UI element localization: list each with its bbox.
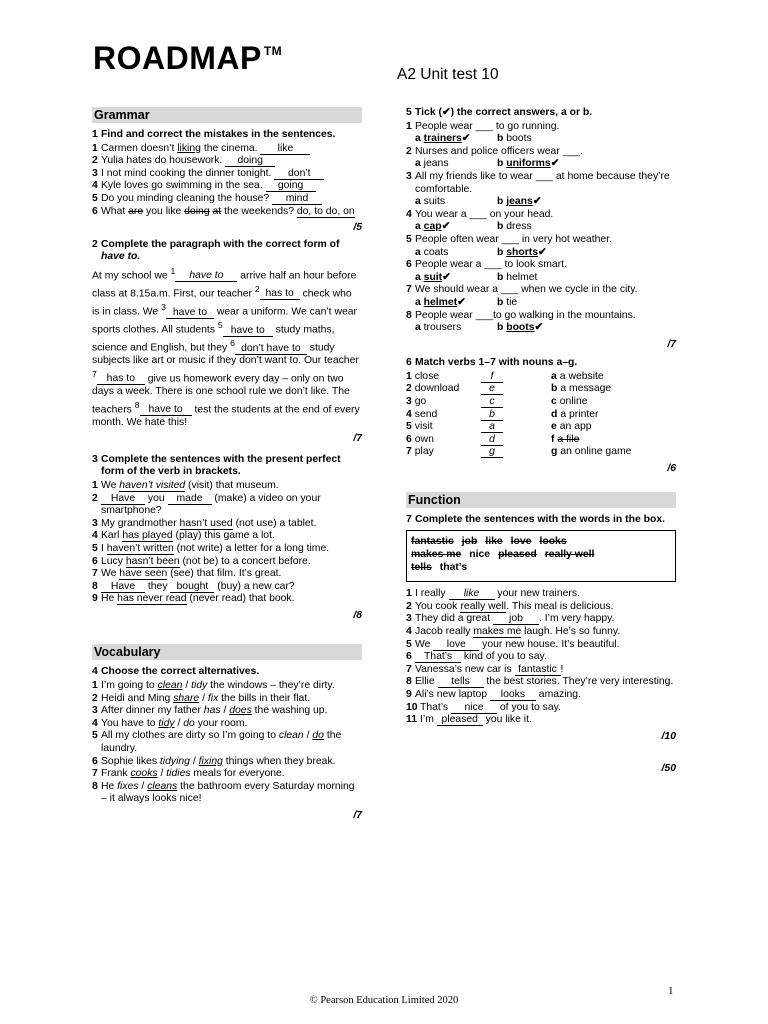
- alternative: has: [203, 705, 221, 717]
- item-number: 3: [92, 705, 98, 717]
- tick-icon: ✔: [532, 196, 542, 208]
- verb: 6 own: [406, 433, 434, 445]
- item-number: 2: [406, 383, 412, 395]
- noun: [551, 434, 579, 447]
- option-a: [415, 322, 497, 335]
- item-number: 1: [92, 479, 98, 491]
- answer-blank: e: [481, 383, 503, 395]
- word-option: tells: [411, 562, 432, 574]
- option-text: suit: [423, 271, 443, 283]
- item-number: 9: [92, 593, 98, 605]
- q5-score: /7: [667, 338, 676, 350]
- item-number: 7: [406, 663, 412, 675]
- unit-title: A2 Unit test 10: [397, 66, 499, 83]
- noun-text: a message: [560, 383, 612, 395]
- verb: 7 play: [406, 446, 434, 458]
- option-letter: g: [551, 446, 558, 458]
- answer-blank: haven’t visited: [119, 479, 186, 491]
- match-row: [406, 396, 676, 409]
- struck-word: are: [128, 205, 144, 217]
- word-option: fantastic: [411, 536, 454, 548]
- word-box-line: [411, 561, 671, 574]
- item-number: 3: [92, 167, 98, 179]
- option-letter: d: [551, 408, 558, 420]
- option-letter: b: [497, 322, 507, 334]
- option-letter: b: [497, 221, 507, 233]
- word-option: looks: [539, 536, 567, 548]
- option-b: [497, 196, 542, 209]
- question-item: 9 Ali’s new laptop looks amazing.: [406, 688, 581, 700]
- word-option: really well: [544, 549, 595, 561]
- struck-word: doing: [184, 205, 210, 217]
- item-number: 4: [406, 208, 412, 220]
- correct-alternative: cleans: [147, 780, 178, 792]
- question-item: 2 Heidi and Ming share / fix the bills in their flat.: [92, 692, 311, 704]
- word-option: love: [510, 536, 532, 548]
- question-item: 9 He has never read (never read) that book.: [92, 593, 295, 605]
- item-number: 2: [92, 155, 98, 167]
- option-letter: a: [415, 133, 424, 145]
- option-letter: a: [551, 370, 557, 382]
- match-answer: [481, 383, 551, 396]
- answer-blank: pleased: [437, 714, 483, 726]
- question-item: 1 People wear ___ to go running.: [406, 120, 560, 132]
- tick-icon: ✔: [457, 296, 466, 308]
- question-item: 5 I haven’t written (not write) a letter for a long time.: [92, 542, 330, 554]
- noun: [551, 371, 604, 384]
- total-score: /50: [661, 763, 676, 775]
- answer-blank: job: [493, 613, 539, 625]
- option-text: jeans: [423, 158, 449, 170]
- tick-icon: ✔: [534, 322, 544, 334]
- item-number: 6: [92, 755, 98, 767]
- word-option: nice: [469, 549, 491, 561]
- question-item: 4 Karl has played (play) this game a lot.: [92, 530, 275, 542]
- item-number: 5: [406, 638, 412, 650]
- answer-blank: have seen: [119, 568, 168, 580]
- item-number: 10: [406, 701, 418, 713]
- answer-options: [406, 272, 676, 285]
- question-item: 6 Lucy hasn’t been (not be) to a concert before.: [92, 555, 311, 567]
- option-b: [497, 322, 543, 335]
- copyright: © Pearson Education Limited 2020: [309, 995, 459, 1006]
- option-text: tie: [506, 296, 518, 308]
- answer-blank: haven’t written: [106, 542, 174, 554]
- q5-instruction: 5 Tick (✔) the correct answers, a or b.: [406, 107, 593, 118]
- answer-blank: tells: [438, 676, 484, 688]
- option-letter: b: [497, 133, 507, 145]
- q6-items: [406, 371, 676, 459]
- question-item: 3 They did a great job . I’m very happy.: [406, 613, 615, 625]
- answer-blank: going: [266, 180, 316, 192]
- q1-instruction: 1 Find and correct the mistakes in the sentences.: [92, 129, 336, 140]
- option-letter: b: [497, 158, 507, 170]
- question-item: 4 Jacob really makes me laugh. He’s so funny.: [406, 626, 621, 637]
- function-section-header: Function: [406, 492, 676, 508]
- answer-options: [406, 221, 676, 234]
- option-a: [415, 158, 497, 171]
- answer-blank: doing: [225, 155, 275, 167]
- noun: [551, 396, 588, 409]
- match-answer: [481, 421, 551, 434]
- q7-score: /10: [661, 730, 676, 742]
- question-item: 3 I not mind cooking the dinner tonight. don’t: [92, 168, 362, 181]
- option-b: [497, 272, 537, 285]
- option-text: uniforms: [506, 158, 551, 170]
- item-number: 1: [406, 588, 412, 600]
- option-a: [415, 221, 497, 234]
- answer-blank: nice: [451, 702, 497, 714]
- answer-options: [406, 297, 676, 310]
- correct-alternative: do: [312, 730, 324, 742]
- answer-blank: do, to do, on: [296, 205, 355, 217]
- question-item: 2 Have you made (make) a video on your smartphone?: [92, 492, 321, 517]
- correct-alternative: cooks: [130, 768, 158, 780]
- match-row: [406, 383, 676, 396]
- verb: 3 go: [406, 396, 427, 408]
- question-item: 8 People wear ___to go walking in the mountains.: [406, 309, 636, 321]
- question-item: 2 Nurses and police officers wear ___.: [406, 145, 583, 157]
- tick-icon: ✔: [538, 246, 547, 258]
- item-number: 4: [92, 530, 98, 542]
- tick-icon: ✔: [441, 221, 451, 233]
- option-text: boots: [506, 133, 532, 145]
- item-number: 1: [92, 142, 98, 154]
- answer-blank: don’t: [274, 168, 324, 180]
- option-letter: c: [551, 396, 557, 408]
- option-b: [497, 297, 517, 310]
- item-number: 2: [92, 492, 98, 504]
- option-a: [415, 133, 497, 146]
- match-row: [406, 421, 676, 434]
- answer-blank: Have: [101, 493, 145, 505]
- question-item: 6 That’s kind of you to say.: [406, 651, 547, 663]
- option-a: [415, 297, 497, 310]
- struck-word: at: [212, 205, 222, 217]
- item-number: 7: [406, 446, 412, 458]
- word-option: makes me: [411, 549, 462, 561]
- item-number: 5: [92, 542, 98, 554]
- item-number: 6: [92, 205, 98, 217]
- option-letter: a: [415, 246, 424, 258]
- option-letter: b: [497, 196, 507, 208]
- option-letter: a: [415, 221, 424, 233]
- match-answer: [481, 396, 551, 409]
- item-number: 7: [406, 284, 412, 296]
- option-text: boots: [506, 322, 535, 334]
- option-text: trousers: [423, 322, 462, 334]
- match-row: [406, 409, 676, 422]
- answer-blank: has never read: [117, 593, 187, 605]
- question-item: 2 You cook really well. This meal is delicious.: [406, 600, 614, 612]
- question-item: 7 We should wear a ___ when we cycle in the city.: [406, 284, 638, 296]
- correct-alternative: tidy: [158, 717, 175, 729]
- question-item: 7 Vanessa’s new car is fantastic !: [406, 663, 564, 675]
- item-number: 8: [92, 580, 98, 592]
- alternative: fixes: [117, 780, 139, 792]
- option-letter: a: [415, 196, 424, 208]
- roadmap-logo: ROADMAP ™: [93, 40, 283, 76]
- answer-blank: like: [260, 143, 310, 155]
- question-item: 2 Yulia hates do housework. doing: [92, 155, 362, 168]
- option-b: [497, 133, 532, 146]
- item-number: 2: [406, 600, 412, 612]
- verb: 5 visit: [406, 421, 433, 433]
- answer-blank: like: [449, 588, 495, 600]
- option-text: jeans: [506, 196, 533, 208]
- match-row: [406, 371, 676, 384]
- question-item: 3 After dinner my father has / does the washing up.: [92, 705, 328, 717]
- option-text: cap: [423, 221, 442, 233]
- match-answer: [481, 446, 551, 459]
- answer-blank: hasn’t been: [125, 555, 180, 567]
- option-b: [497, 221, 532, 234]
- answer-blank: fantastic: [515, 664, 561, 676]
- answer-blank: That’s: [415, 651, 461, 663]
- right-column: [406, 107, 676, 776]
- answer-blank: mind: [272, 193, 322, 205]
- question-item: 4 You wear a ___ on your head.: [406, 208, 554, 220]
- answer-blank: love: [433, 639, 479, 651]
- q3-items: [92, 480, 362, 606]
- item-number: 3: [406, 396, 412, 408]
- answer-options: [406, 158, 676, 171]
- question-item: 8 Ellie tells the best stories. They’re very interesting.: [406, 676, 674, 688]
- option-text: suits: [423, 196, 446, 208]
- option-text: coats: [423, 246, 449, 258]
- question-item: 11 I’m pleased you like it.: [406, 714, 532, 726]
- option-a: [415, 196, 497, 209]
- word-option: that’s: [439, 562, 468, 574]
- noun-text: online: [559, 396, 588, 408]
- option-a: [415, 247, 497, 260]
- option-letter: a: [415, 271, 424, 283]
- word-option: pleased: [498, 549, 537, 561]
- item-number: 7: [92, 568, 98, 580]
- answer-options: [406, 322, 676, 335]
- question-item: 6 Sophie likes tidying / fixing things when they break.: [92, 755, 336, 767]
- marked-word: liking: [177, 142, 201, 154]
- question-item: 7 Frank cooks / tidies meals for everyone.: [92, 768, 285, 780]
- answer-blank: g: [481, 446, 503, 458]
- item-number: 6: [406, 433, 412, 445]
- option-b: [497, 158, 559, 171]
- word-box-line: [411, 548, 671, 561]
- item-number: 5: [92, 192, 98, 204]
- correct-alternative: fixing: [198, 755, 223, 767]
- item-number: 8: [406, 309, 412, 321]
- noun-text: a file: [557, 433, 580, 445]
- noun-text: an online game: [560, 446, 632, 458]
- alternative: fix: [207, 692, 219, 704]
- option-text: dress: [506, 221, 532, 233]
- noun-text: a printer: [560, 408, 599, 420]
- option-b: [497, 247, 547, 260]
- word-option: like: [485, 536, 503, 548]
- noun: [551, 409, 598, 422]
- answer-blank: bought: [170, 581, 214, 593]
- question-item: 5 Do you minding cleaning the house? mind: [92, 193, 362, 206]
- item-number: 8: [406, 676, 412, 688]
- item-number: 3: [92, 517, 98, 529]
- item-number: 4: [406, 408, 412, 420]
- tick-icon: ✔: [442, 271, 451, 283]
- option-letter: a: [415, 296, 424, 308]
- q3-instruction: 3 Complete the sentences with the present perfect form of the verb in brackets.: [92, 453, 341, 478]
- q6-score: /6: [667, 463, 676, 475]
- word-box: [406, 530, 676, 582]
- answer-blank: d: [481, 434, 503, 446]
- q1-items: [92, 143, 362, 219]
- correct-alternative: does: [229, 705, 252, 717]
- question-item: 8 He fixes / cleans the bathroom every Saturday morning – it always looks nice!: [92, 780, 355, 805]
- q6-instruction: 6 Match verbs 1–7 with nouns a–g.: [406, 357, 578, 369]
- item-number: 1: [406, 370, 412, 382]
- option-letter: f: [551, 433, 555, 445]
- q2-score: /7: [353, 433, 362, 445]
- alternative: do: [183, 717, 195, 729]
- option-a: [415, 272, 497, 285]
- answer-options: [406, 133, 676, 146]
- answer-blank: c: [481, 396, 503, 408]
- noun-text: a website: [559, 370, 604, 382]
- q2-instruction: 2 Complete the paragraph with the correct form of have to.: [92, 238, 340, 263]
- answer-blank: makes me: [473, 626, 522, 637]
- item-number: 4: [406, 626, 412, 637]
- answer-blank: looks: [490, 689, 536, 701]
- q2-paragraph: At my school we $^1$ have to arrive half an hour before class at 8.15a.m. First, our teacher $^2$ has to check who is in class. We $^3$ have to wear a uniform. We can’t wear sports clothes. All students $^5$ have to study maths, science and English, but they $^6$ don’t have to study subjects like art or music if they don’t want to. Our teacher $^7$ has to give us homework every day – only on two days a week. There is one school rule we don’t like. The teachers $^8$ have to test the students at the end of every month. We hate this!: [92, 265, 360, 428]
- answer-blank: Have: [101, 581, 145, 593]
- match-row: [406, 446, 676, 459]
- left-column: [92, 107, 362, 823]
- option-text: helmet: [423, 296, 458, 308]
- option-letter: a: [415, 158, 424, 170]
- item-number: 3: [406, 170, 412, 182]
- verb: 4 send: [406, 408, 438, 420]
- option-letter: a: [415, 322, 424, 334]
- alternative: clean: [278, 730, 304, 742]
- vocabulary-section-header: Vocabulary: [92, 644, 362, 660]
- item-number: 5: [406, 421, 412, 433]
- option-letter: b: [551, 383, 558, 395]
- answer-blank: has played: [122, 530, 173, 542]
- item-number: 2: [406, 145, 412, 157]
- word-option: job: [461, 536, 478, 548]
- question-item: 6 What are you like doing at the weekends? do, to do, on: [92, 205, 355, 217]
- verb: 2 download: [406, 383, 460, 395]
- answer-blank: a: [481, 421, 503, 433]
- option-letter: e: [551, 421, 557, 433]
- item-number: 6: [92, 555, 98, 567]
- verb: 1 close: [406, 370, 440, 382]
- match-answer: [481, 371, 551, 384]
- question-item: 10 That’s nice of you to say.: [406, 701, 561, 713]
- noun: [551, 421, 592, 434]
- question-item: 1 I’m going to clean / tidy the windows – they’re dirty.: [92, 680, 335, 692]
- answer-blank: really well: [460, 600, 507, 612]
- tick-icon: ✔: [550, 158, 560, 170]
- question-item: 8 Have they bought (buy) a new car?: [92, 580, 295, 592]
- item-number: 1: [406, 120, 412, 132]
- item-number: 3: [406, 613, 412, 625]
- item-number: 4: [92, 180, 98, 192]
- item-number: 1: [92, 680, 98, 692]
- item-number: 5: [406, 233, 412, 245]
- noun: [551, 383, 611, 396]
- option-letter: b: [497, 271, 507, 283]
- question-item: 7 We have seen (see) that film. It’s great.: [92, 568, 282, 580]
- item-number: 4: [92, 717, 98, 729]
- q1-score: /5: [353, 222, 362, 234]
- grammar-section-header: Grammar: [92, 107, 362, 123]
- correct-alternative: share: [173, 692, 200, 704]
- item-number: 7: [92, 768, 98, 780]
- answer-blank: f: [481, 371, 503, 383]
- q4-items: [92, 680, 362, 806]
- question-item: 3 All my friends like to wear ___ at home because they’re comfortable.: [406, 170, 670, 195]
- q3-score: /8: [353, 609, 362, 621]
- answer-options: [406, 196, 676, 209]
- alternative: tidies: [166, 768, 191, 780]
- word-box-line: [411, 535, 671, 548]
- item-number: 2: [92, 692, 98, 704]
- answer-options: [406, 247, 676, 260]
- item-number: 9: [406, 688, 412, 700]
- option-text: helmet: [506, 271, 538, 283]
- item-number: 5: [92, 730, 98, 742]
- q4-instruction: 4 Choose the correct alternatives.: [92, 666, 260, 678]
- question-item: 4 You have to tidy / do your room.: [92, 717, 248, 729]
- noun: [551, 446, 631, 459]
- q7-instruction: 7 Complete the sentences with the words in the box.: [406, 513, 665, 525]
- q5-items: [406, 121, 676, 335]
- q4-score: /7: [353, 810, 362, 821]
- option-letter: b: [497, 296, 507, 308]
- question-item: 5 We love your new house. It’s beautiful.: [406, 638, 620, 650]
- question-item: 4 Kyle loves go swimming in the sea. going: [92, 180, 362, 193]
- option-letter: b: [497, 246, 507, 258]
- option-text: shorts: [506, 246, 538, 258]
- question-item: 5 People often wear ___ in very hot weather.: [406, 233, 612, 245]
- answer-blank: b: [481, 409, 503, 421]
- match-answer: [481, 409, 551, 422]
- alternative: tidy: [191, 680, 208, 692]
- question-item: 6 People wear a ___ to look smart.: [406, 259, 567, 271]
- page-number: 1: [668, 985, 674, 997]
- item-number: 8: [92, 780, 98, 792]
- match-answer: [481, 434, 551, 447]
- item-number: 6: [406, 259, 412, 271]
- question-item: 3 My grandmother hasn’t used (not use) a tablet.: [92, 517, 317, 529]
- alternative: tidying: [159, 755, 190, 767]
- item-number: 6: [406, 651, 412, 663]
- answer-blank: made: [168, 493, 212, 505]
- item-number: 11: [406, 714, 417, 726]
- tick-icon: ✔: [461, 133, 471, 145]
- match-row: [406, 434, 676, 447]
- q7-items: [406, 588, 676, 727]
- option-text: trainers: [423, 133, 462, 145]
- question-item: 1 Carmen doesn’t liking the cinema. like: [92, 143, 362, 156]
- question-item: 1 I really like your new trainers.: [406, 588, 580, 600]
- correct-alternative: clean: [157, 680, 183, 692]
- question-item: 5 All my clothes are dirty so I’m going to clean / do the laundry.: [92, 730, 342, 755]
- answer-blank: hasn’t used: [179, 517, 233, 529]
- noun-text: an app: [559, 421, 592, 433]
- question-item: 1 We haven’t visited (visit) that museum.: [92, 479, 279, 491]
